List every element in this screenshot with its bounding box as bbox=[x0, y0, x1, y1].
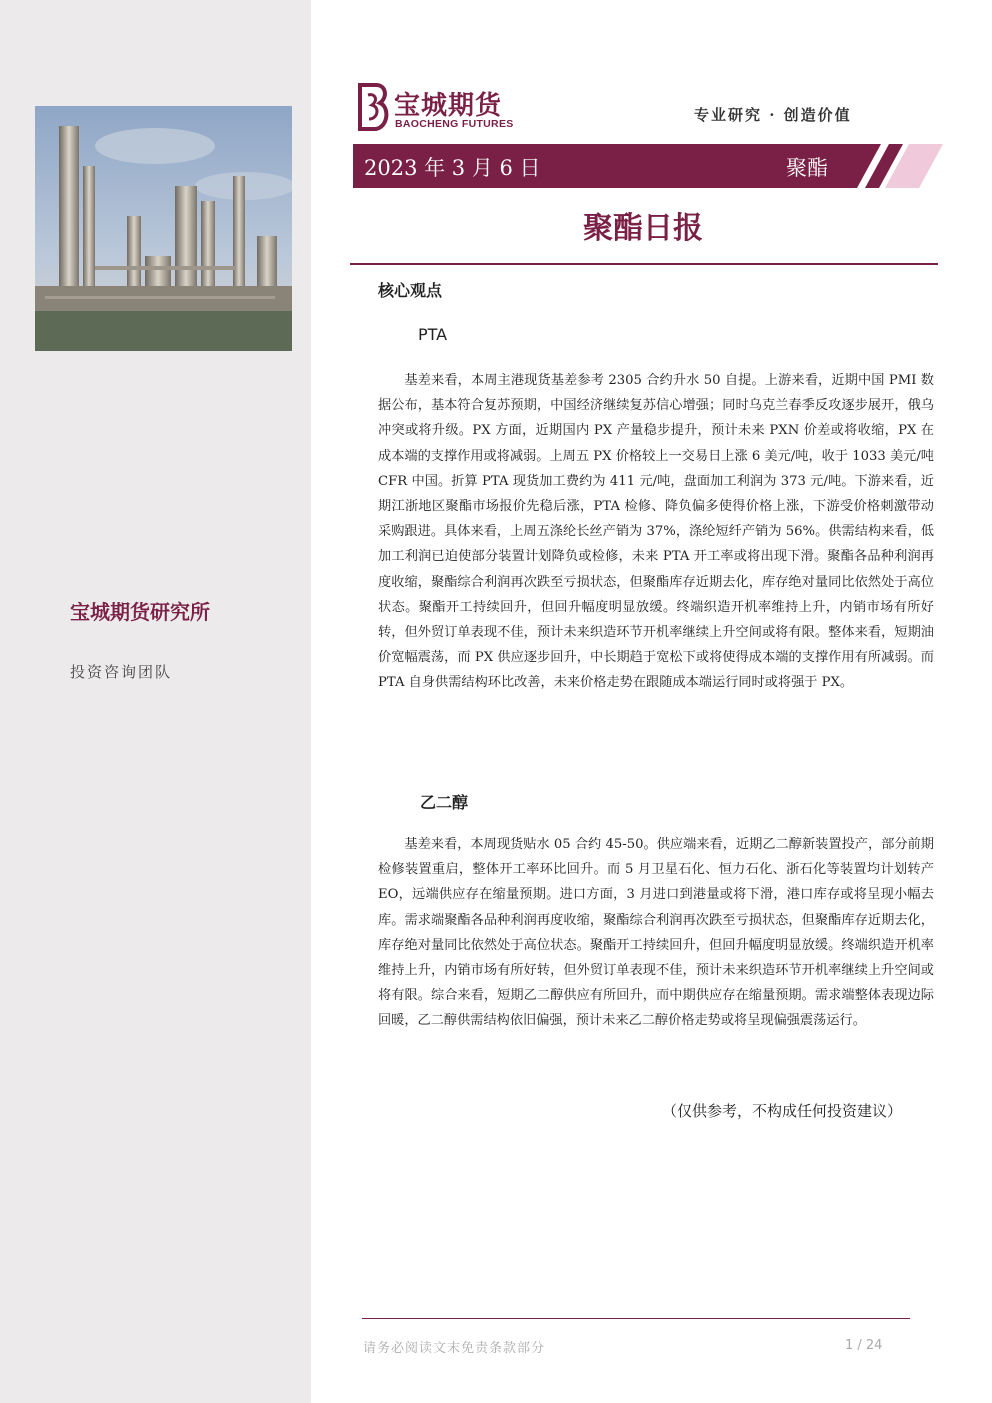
page-number: 1 / 24 bbox=[845, 1338, 883, 1353]
section-heading-meg: 乙二醇 bbox=[420, 793, 469, 812]
report-date: 2023 年 3 月 6 日 bbox=[364, 156, 541, 180]
institute-name: 宝城期货研究所 bbox=[70, 600, 210, 624]
section-heading-pta: PTA bbox=[418, 325, 448, 344]
core-view-heading: 核心观点 bbox=[378, 281, 443, 300]
company-logo bbox=[356, 83, 526, 133]
logo-text-cn: 宝城期货 bbox=[394, 91, 503, 121]
slogan: 专业研究 · 创造价值 bbox=[694, 106, 852, 124]
footer-note: 请务必阅读文末免责条款部分 bbox=[363, 1341, 546, 1356]
section-text-meg: 基差来看，本周现货贴水 05 合约 45-50。供应端来看，近期乙二醇新装置投产，部分前期检修装置重启，整体开工率环比回升。而 5 月卫星石化、恒力石化、浙石化等装置均计划转产 EO，远端供应存在缩量预期。进口方面，3 月进口到港量或将下滑，港口库存或将呈现小幅去库。需求端聚酯各品种利润再度收缩，聚酯综合利润再次跌至亏损状态，但聚酯库存近期去化，库存绝对量同比依然处于高位状态。聚酯开工持续回升，但回升幅度明显放缓。终端织造开机率维持上升，内销市场有所好转，但外贸订单表现不佳，预计未来织造环节开机率继续上升空间或将有限。综合来看，短期乙二醇供应有所回升，而中期供应存在缩量预期。需求端整体表现边际回暖，乙二醇供需结构依旧偏强，预计未来乙二醇价格走势或将呈现偏强震荡运行。 bbox=[378, 837, 934, 1029]
logo-b-icon bbox=[356, 83, 392, 131]
disclaimer: （仅供参考，不构成任何投资建议） bbox=[662, 1102, 903, 1120]
section-text-pta: 基差来看，本周主港现货基差参考 2305 合约升水 50 自提。上游来看，近期中国 PMI 数据公布，基本符合复苏预期，中国经济继续复苏信心增强；同时乌克兰春季反攻逐步展开，俄乌冲突或将升级。PX 方面，近期国内 PX 产量稳步提升，预计未来 PXN 价差或将收缩，PX 在成本端的支撑作用或将减弱。上周五 PX 价格较上一交易日上涨 6 美元/吨，收于 1033 美元/吨 CFR 中国。折算 PTA 现货加工费约为 411 元/吨，盘面加工利润为 373 元/吨。下游来看，近期江浙地区聚酯市场报价先稳后涨，PTA 检修、降负偏多使得价格上涨，下游受价格刺激带动采购跟进。具体来看，上周五涤纶长丝产销为 37%，涤纶短纤产销为 56%。供需结构来看，低加工利润已迫使部分装置计划降负或检修，未来 PTA 开工率或将出现下滑。聚酯各品种利润再度收缩，聚酯综合利润再次跌至亏损状态，但聚酯库存近期去化，库存绝对量同比依然处于高位状态。聚酯开工持续回升，但回升幅度明显放缓。终端织造开机率维持上升，内销市场有所好转，但外贸订单表现不佳，预计未来织造环节开机率继续上升空间或将有限。整体来看，短期油价宽幅震荡，而 PX 供应逐步回升，中长期趋于宽松下或将使得成本端的支撑作用有所减弱。而 PTA 自身供需结构环比改善，未来价格走势在跟随成本端运行同时或将强于 PX。 bbox=[378, 373, 934, 691]
footer-divider bbox=[362, 1318, 910, 1319]
team-name: 投资咨询团队 bbox=[70, 663, 173, 681]
sidebar bbox=[0, 0, 311, 1403]
refinery-photo bbox=[35, 106, 292, 351]
report-category: 聚酯 bbox=[786, 156, 828, 180]
page-title: 聚酯日报 bbox=[583, 211, 703, 246]
logo-text-en: BAOCHENG FUTURES bbox=[395, 118, 514, 130]
title-divider bbox=[350, 263, 938, 265]
